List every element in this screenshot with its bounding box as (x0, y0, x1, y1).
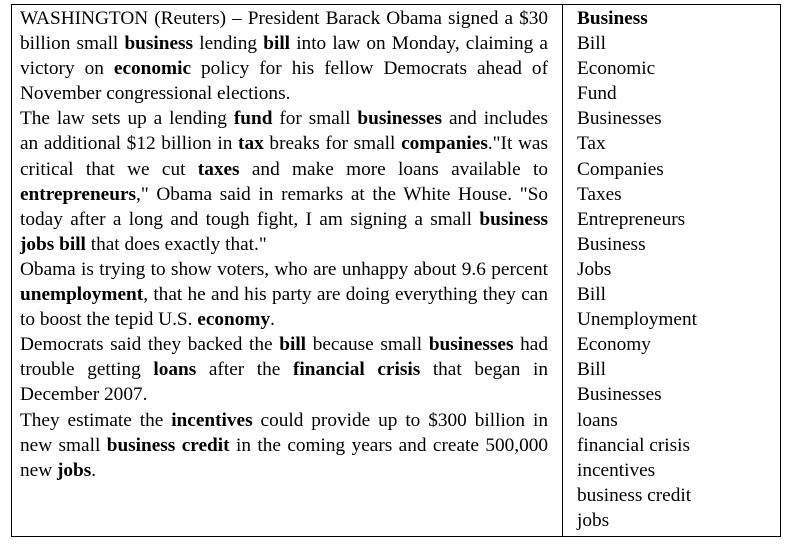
keyword-highlight: fund (233, 108, 273, 130)
keyword-item: Fund (577, 83, 617, 105)
keyword-item: Bill (577, 359, 606, 381)
keyword-item: Companies (577, 158, 664, 180)
article-text: breaks for small (263, 133, 402, 155)
keyword-highlight: entrepreneurs (20, 183, 137, 205)
keyword-item: Businesses (577, 384, 662, 406)
keyword-item: Bill (577, 33, 606, 55)
article-text: Obama is trying to show voters, who are unhappy about 9.6 percent (20, 258, 548, 280)
keyword-item: Bill (577, 284, 606, 306)
article-text: . (91, 459, 97, 481)
keyword-highlight: credit (181, 434, 230, 456)
keyword-highlight: business (479, 208, 548, 230)
keyword-list (577, 31, 777, 533)
keyword-item: incentives (577, 459, 656, 481)
article-paragraph (20, 257, 548, 332)
keyword-column (577, 6, 777, 533)
keyword-highlight: jobs (20, 233, 55, 255)
keyword-item: loans (577, 409, 618, 431)
article-text: that began in December 2007. (20, 359, 548, 406)
keyword-item: Economy (577, 334, 651, 356)
keyword-item: Businesses (577, 108, 662, 130)
article-text: had trouble getting (20, 334, 548, 381)
keyword-highlight: taxes (197, 158, 240, 180)
article-text: into law on Monday, claiming a victory on (20, 33, 548, 80)
keyword-highlight: business (106, 434, 176, 456)
keyword-highlight: unemployment (20, 284, 144, 306)
keyword-highlight: companies (401, 133, 488, 155)
keyword-item: Business (577, 233, 646, 255)
article-text: , that he and his party are doing everything they can to boost the tepid U.S. (20, 284, 548, 331)
article-text: The law sets up a lending (20, 108, 234, 130)
keyword-highlight: jobs (56, 459, 92, 481)
article-text: and includes an additional $12 billion in (20, 108, 548, 155)
article-text: They estimate the (20, 409, 172, 431)
keyword-item: Unemployment (577, 309, 697, 331)
keyword-highlight: bill (263, 33, 291, 55)
keyword-item: financial crisis (577, 434, 690, 456)
keyword-highlight: loans (153, 359, 197, 381)
keyword-item: jobs (577, 509, 610, 531)
article-paragraph (20, 332, 548, 407)
keyword-item: Tax (577, 133, 606, 155)
article-paragraph (20, 6, 548, 106)
article-text: . (270, 309, 275, 331)
article-text: in the coming years and create 500,000 new (20, 434, 548, 481)
article-text: because small (306, 334, 429, 356)
keyword-highlight: economic (113, 58, 192, 80)
keyword-highlight: bill (279, 334, 307, 356)
article-text: after the (196, 359, 293, 381)
keyword-highlight: economy (197, 309, 271, 331)
article-text: could provide up to $300 billion in new small (20, 409, 548, 456)
keyword-item: Economic (577, 58, 656, 80)
keyword-highlight: businesses (357, 108, 443, 130)
keyword-highlight: incentives (171, 409, 253, 431)
article-text: policy for his fellow Democrats ahead of November congressional elections. (20, 58, 548, 105)
article-text: lending (193, 33, 264, 55)
article-paragraph (20, 408, 548, 483)
article-text: WASHINGTON (Reuters) – President Barack Obama signed a $30 billion small (20, 8, 548, 55)
article-text: that does exactly that." (85, 233, 267, 255)
article-paragraph (20, 106, 548, 257)
article-text: ," Obama said in remarks at the White House. "So today after a long and tough fight, I am signing a small (20, 183, 548, 230)
keyword-item: Jobs (577, 258, 612, 280)
keyword-highlight: bill (59, 233, 86, 255)
keyword-highlight: tax (238, 133, 264, 155)
article-text: for small (272, 108, 358, 130)
article-text-column (20, 6, 548, 483)
keyword-highlight: financial crisis (292, 359, 421, 381)
keyword-header: Business (577, 8, 648, 29)
article-keyword-table (11, 4, 781, 537)
article-text: Democrats said they backed the (20, 334, 280, 356)
column-divider (562, 5, 563, 536)
article-text: and make more loans available to (239, 158, 548, 180)
keyword-highlight: businesses (428, 334, 514, 356)
keyword-item: business credit (577, 484, 692, 506)
article-text: ."It was critical that we cut (20, 133, 548, 180)
keyword-highlight: business (124, 33, 194, 55)
keyword-item: Entrepreneurs (577, 208, 686, 230)
keyword-item: Taxes (577, 183, 622, 205)
